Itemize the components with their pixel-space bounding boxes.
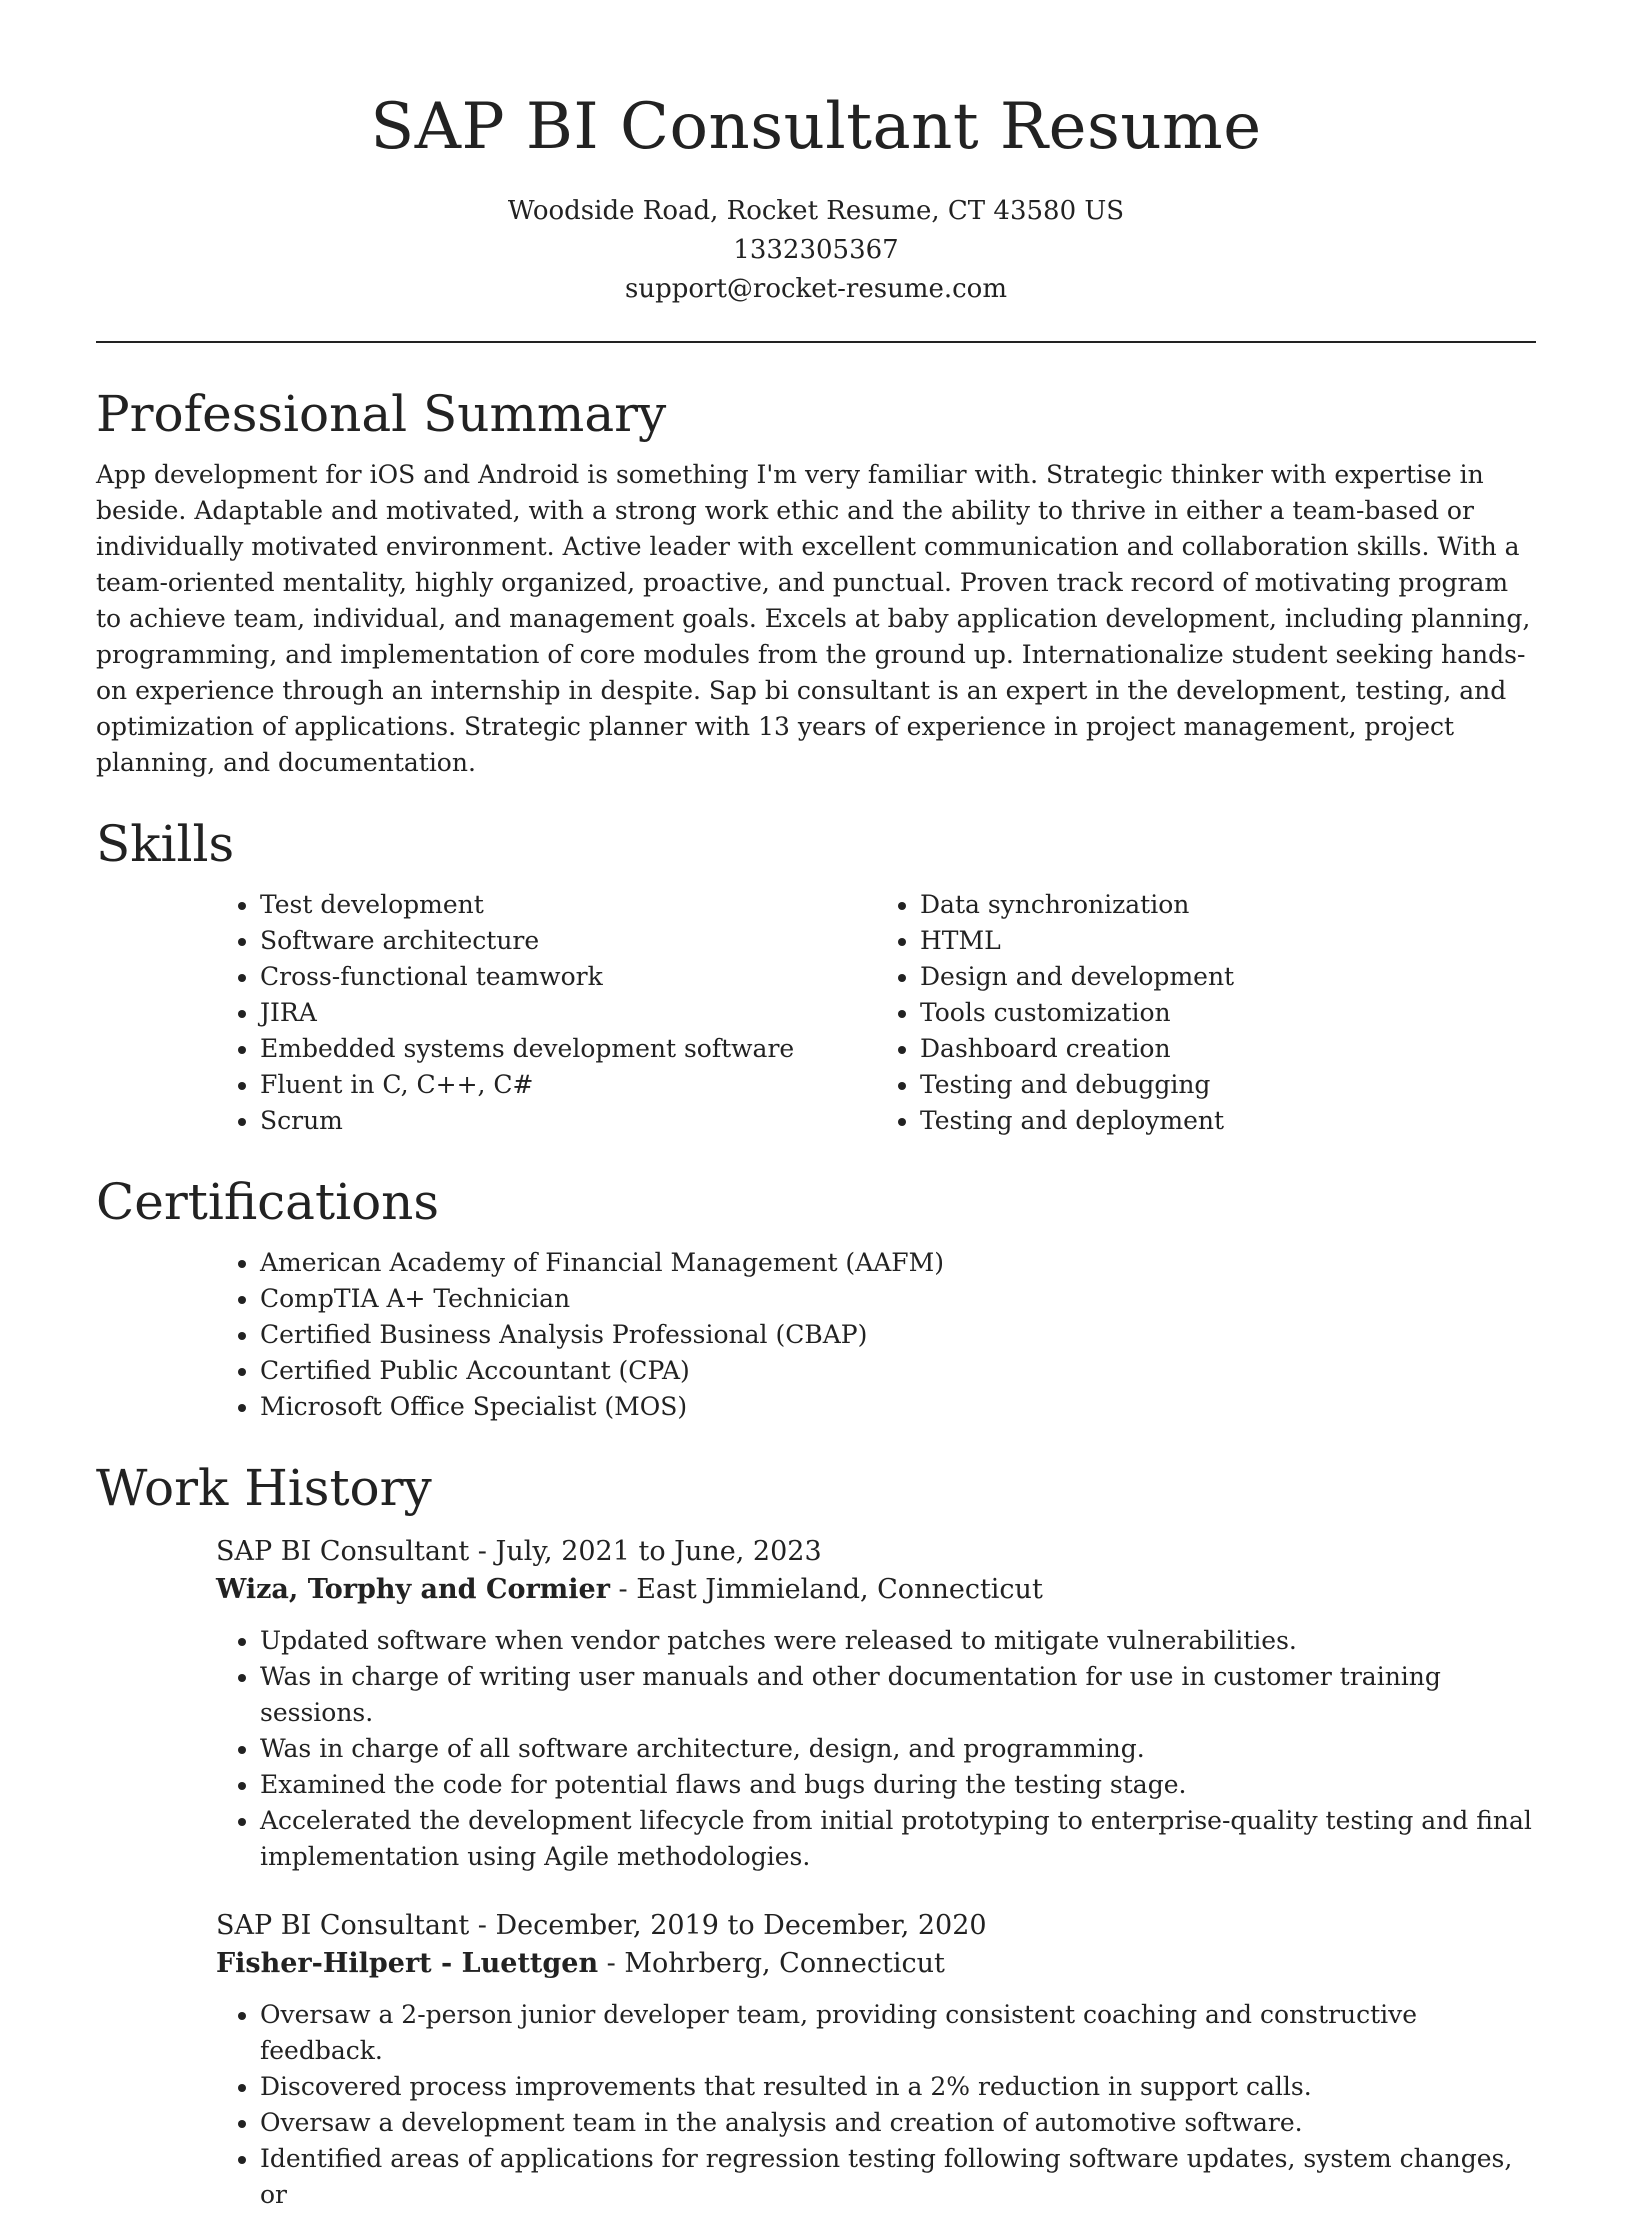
job-bullet: • Oversaw a development team in the analysis and creation of automotive software. bbox=[260, 2105, 1536, 2141]
job-bullet: • Was in charge of all software architecture, design, and programming. bbox=[260, 1731, 1536, 1767]
job-company: Wiza, Torphy and Cormier bbox=[216, 1574, 610, 1605]
summary-section bbox=[96, 379, 1536, 781]
skill-item: • HTML bbox=[920, 923, 1536, 959]
job-role: SAP BI Consultant bbox=[216, 1536, 470, 1567]
certification-item: • Certified Business Analysis Professional (CBAP) bbox=[260, 1317, 1536, 1353]
skill-item: • Testing and deployment bbox=[920, 1103, 1536, 1139]
certification-item: • Microsoft Office Specialist (MOS) bbox=[260, 1389, 1536, 1425]
certification-item: • Certified Public Accountant (CPA) bbox=[260, 1353, 1536, 1389]
job-bullet: • Discovered process improvements that resulted in a 2% reduction in support calls. bbox=[260, 2069, 1536, 2105]
job-bullet: • Identified areas of applications for regression testing following software updates, system changes, or bbox=[260, 2141, 1536, 2213]
certifications-list bbox=[216, 1245, 1536, 1425]
job-location: - East Jimmieland, Connecticut bbox=[609, 1574, 1043, 1605]
job-bullet: • Was in charge of writing user manuals and other documentation for use in customer training sessions. bbox=[260, 1659, 1536, 1731]
work-section bbox=[96, 1453, 1536, 2213]
job-bullet: • Examined the code for potential flaws and bugs during the testing stage. bbox=[260, 1767, 1536, 1803]
skill-item: • Data synchronization bbox=[920, 887, 1536, 923]
job-bullet: • Updated software when vendor patches were released to mitigate vulnerabilities. bbox=[260, 1623, 1536, 1659]
certification-item: • CompTIA A+ Technician bbox=[260, 1281, 1536, 1317]
job-company: Fisher-Hilpert - Luettgen bbox=[216, 1948, 599, 1979]
summary-heading: Professional Summary bbox=[96, 385, 667, 443]
job-location: - Mohrberg, Connecticut bbox=[598, 1948, 945, 1979]
skill-item: • Tools customization bbox=[920, 995, 1536, 1031]
job-dates: - December, 2019 to December, 2020 bbox=[469, 1910, 987, 1941]
skill-item: • Testing and debugging bbox=[920, 1067, 1536, 1103]
skill-item: • Embedded systems development software bbox=[260, 1031, 876, 1067]
job-bullet: • Oversaw a 2-person junior developer team, providing consistent coaching and constructive feedback. bbox=[260, 1997, 1536, 2069]
contact-info bbox=[96, 192, 1536, 309]
certifications-section bbox=[96, 1167, 1536, 1425]
job-entry bbox=[216, 1533, 1536, 1875]
skill-item: • Dashboard creation bbox=[920, 1031, 1536, 1067]
contact-phone: 1332305367 bbox=[733, 235, 899, 265]
skills-columns bbox=[216, 887, 1536, 1139]
job-company-line bbox=[216, 1571, 1536, 1609]
job-role: SAP BI Consultant bbox=[216, 1910, 470, 1941]
skill-item: • Fluent in C, C++, C# bbox=[260, 1067, 876, 1103]
job-entry bbox=[216, 1907, 1536, 2213]
resume-header bbox=[96, 0, 1536, 309]
contact-email: support@rocket-resume.com bbox=[624, 274, 1007, 304]
job-title-line bbox=[216, 1533, 1536, 1571]
certification-item: • American Academy of Financial Management (AAFM) bbox=[260, 1245, 1536, 1281]
summary-text: App development for iOS and Android is something I'm very familiar with. Strategic thinker with expertise in beside. Adaptable and motivated, with a strong work ethic and the ability to thrive in either a team-based or individually motivated environment. Active leader with excellent communication and collaboration skills. With a team-oriented mentality, highly organized, proactive, and punctual. Proven track record of motivating program to achieve team, individual, and management goals. Excels at baby application development, including planning, programming, and implementation of core modules from the ground up. Internationalize student seeking hands-on experience through an internship in despite. Sap bi consultant is an expert in the development, testing, and optimization of applications. Strategic planner with 13 years of experience in project management, project planning, and documentation. bbox=[96, 460, 1531, 777]
skill-item: • Cross-functional teamwork bbox=[260, 959, 876, 995]
skills-heading: Skills bbox=[96, 815, 235, 873]
skill-item: • Design and development bbox=[920, 959, 1536, 995]
work-heading: Work History bbox=[96, 1459, 432, 1517]
job-dates: - July, 2021 to June, 2023 bbox=[469, 1536, 822, 1567]
skill-item: • JIRA bbox=[260, 995, 876, 1031]
job-bullets bbox=[216, 1623, 1536, 1875]
skill-item: • Scrum bbox=[260, 1103, 876, 1139]
job-title-line bbox=[216, 1907, 1536, 1945]
job-bullets bbox=[216, 1997, 1536, 2213]
certifications-heading: Certifications bbox=[96, 1173, 440, 1231]
resume-page bbox=[96, 0, 1536, 2213]
skill-item: • Software architecture bbox=[260, 923, 876, 959]
job-bullet: • Accelerated the development lifecycle from initial prototyping to enterprise-quality testing and final implementation using Agile methodologies. bbox=[260, 1803, 1536, 1875]
contact-address: Woodside Road, Rocket Resume, CT 43580 US bbox=[507, 196, 1125, 226]
skills-list-right bbox=[876, 887, 1536, 1139]
skills-list-left bbox=[216, 887, 876, 1139]
header-divider bbox=[96, 341, 1536, 343]
job-company-line bbox=[216, 1945, 1536, 1983]
skills-section bbox=[96, 809, 1536, 1139]
skill-item: • Test development bbox=[260, 887, 876, 923]
resume-title: SAP BI Consultant Resume bbox=[370, 90, 1262, 164]
